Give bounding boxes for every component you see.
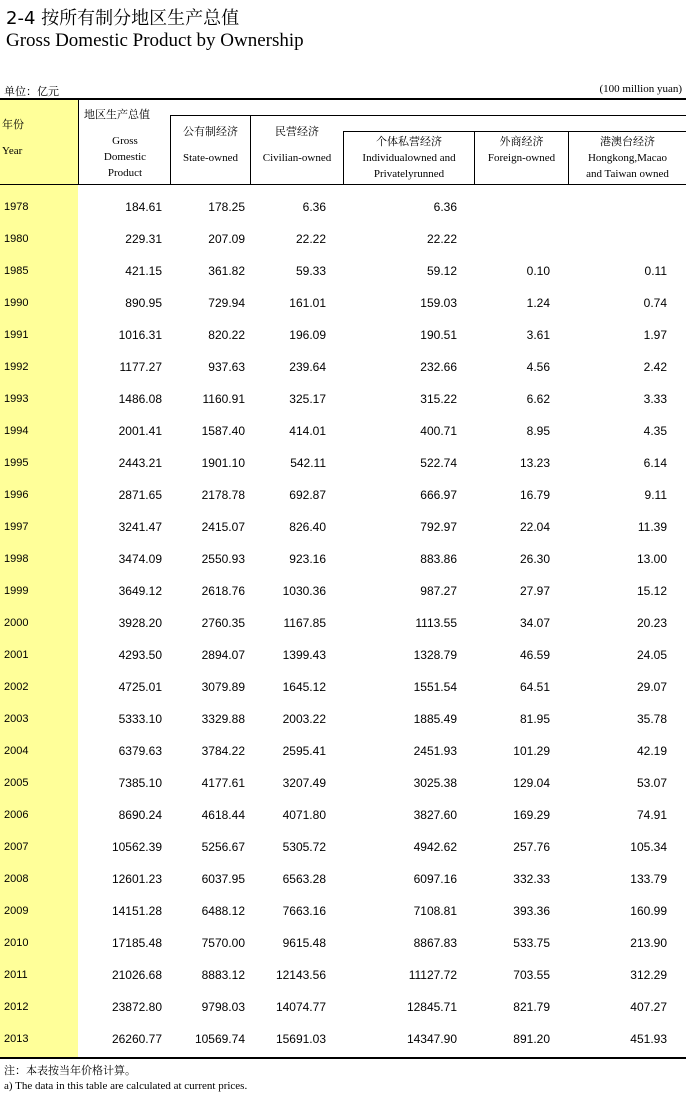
table-row [0,351,686,383]
cell-year: 1997 [4,521,29,533]
cell-private: 59.12 [426,264,457,278]
cell-year: 1985 [4,265,29,277]
cell-gdp: 4293.50 [118,648,162,662]
header-state-cn: 公有制经济 [183,125,238,138]
cell-state: 1587.40 [201,424,245,438]
cell-hmt: 2.42 [643,360,667,374]
footnote-chinese: 注：本表按当年价格计算。 [4,1064,136,1077]
unit-label-english: (100 million yuan) [599,83,682,95]
cell-private: 1885.49 [413,712,457,726]
cell-civilian: 6563.28 [282,872,326,886]
cell-civilian: 239.64 [289,360,326,374]
cell-private: 6097.16 [413,872,457,886]
cell-foreign: 703.55 [513,968,550,982]
cell-private: 11127.72 [408,968,457,982]
cell-civilian: 1167.85 [283,616,326,630]
cell-hmt: 1.97 [643,328,667,342]
cell-private: 2451.93 [413,744,457,758]
table-bottom-rule [0,1057,686,1059]
cell-state: 6488.12 [201,904,245,918]
header-foreign-cn: 外商经济 [499,135,544,148]
cell-year: 1980 [4,233,29,245]
cell-year: 1990 [4,297,29,309]
header-year [2,117,62,159]
cell-civilian: 14074.77 [275,1000,326,1014]
cell-hmt: 213.90 [630,936,667,950]
cell-state: 2760.35 [201,616,245,630]
cell-private: 232.66 [420,360,457,374]
cell-hmt: 35.78 [636,712,667,726]
cell-gdp: 229.31 [125,232,162,246]
cell-civilian: 692.87 [289,488,326,502]
cell-private: 1551.54 [413,680,457,694]
cell-gdp: 1016.31 [118,328,162,342]
cell-state: 2618.76 [201,584,245,598]
cell-hmt: 42.19 [636,744,667,758]
cell-year: 1993 [4,393,29,405]
table-row [0,383,686,415]
cell-state: 937.63 [208,360,245,374]
table-row [0,319,686,351]
cell-private: 12845.71 [406,1000,457,1014]
cell-civilian: 15691.03 [275,1032,326,1046]
cell-state: 2415.07 [201,520,245,534]
cell-state: 4177.61 [201,776,245,790]
cell-private: 8867.83 [413,936,457,950]
cell-state: 10569.74 [194,1032,245,1046]
cell-year: 1998 [4,553,29,565]
table-top-rule [0,98,686,100]
cell-hmt: 3.33 [643,392,667,406]
cell-foreign: 129.04 [513,776,550,790]
header-foreign-en: Foreign-owned [487,152,556,164]
cell-state: 6037.95 [201,872,245,886]
cell-state: 8883.12 [201,968,245,982]
cell-year: 2003 [4,713,29,725]
table-row [0,1023,686,1055]
cell-year: 2000 [4,617,29,629]
cell-gdp: 3474.09 [118,552,162,566]
cell-hmt: 11.39 [637,520,667,534]
cell-gdp: 2001.41 [118,424,162,438]
cell-year: 2006 [4,809,29,821]
cell-state: 1160.91 [202,392,245,406]
cell-civilian: 923.16 [289,552,326,566]
civilian-subheader-rule [343,131,686,132]
cell-gdp: 26260.77 [111,1032,162,1046]
cell-year: 2002 [4,681,29,693]
cell-year: 2013 [4,1033,29,1045]
cell-private: 400.71 [420,424,457,438]
cell-civilian: 414.01 [289,424,326,438]
cell-gdp: 6379.63 [118,744,162,758]
header-private [344,134,474,182]
cell-hmt: 29.07 [636,680,667,694]
table-row [0,191,686,223]
table-row [0,415,686,447]
cell-state: 3079.89 [201,680,245,694]
cell-private: 987.27 [420,584,457,598]
cell-hmt: 0.11 [644,264,667,278]
cell-year: 2010 [4,937,29,949]
table-row [0,671,686,703]
cell-foreign: 26.30 [519,552,550,566]
cell-hmt: 13.00 [636,552,667,566]
cell-gdp: 3241.47 [118,520,162,534]
table-row [0,607,686,639]
cell-civilian: 5305.72 [282,840,326,854]
cell-foreign: 16.79 [519,488,550,502]
cell-hmt: 15.12 [636,584,667,598]
cell-hmt: 312.29 [630,968,667,982]
cell-civilian: 22.22 [295,232,326,246]
cell-state: 4618.44 [201,808,245,822]
header-civilian-cn: 民营经济 [275,125,319,138]
cell-state: 820.22 [208,328,245,342]
header-gdp-en-1: Gross [112,135,138,147]
cell-gdp: 17185.48 [111,936,162,950]
table-row [0,543,686,575]
cell-private: 159.03 [420,296,457,310]
page-title-english: Gross Domestic Product by Ownership [6,30,304,51]
header-private-en-2: Privatelyrunned [373,168,445,180]
cell-state: 2178.78 [201,488,245,502]
header-hmt [569,134,686,182]
main-subheader-rule [170,115,686,116]
cell-private: 4942.62 [413,840,457,854]
cell-gdp: 5333.10 [118,712,162,726]
header-hmt-cn: 港澳台经济 [600,135,655,148]
cell-year: 1999 [4,585,29,597]
cell-hmt: 133.79 [630,872,667,886]
cell-foreign: 169.29 [513,808,550,822]
divider-year [78,99,79,185]
cell-foreign: 4.56 [526,360,550,374]
cell-foreign: 34.07 [519,616,550,630]
cell-state: 3784.22 [201,744,245,758]
cell-hmt: 6.14 [643,456,667,470]
table-row [0,287,686,319]
header-state-en: State-owned [183,152,238,164]
header-year-cn: 年份 [2,118,24,131]
cell-state: 9798.03 [201,1000,245,1014]
cell-private: 14347.90 [406,1032,457,1046]
cell-civilian: 4071.80 [282,808,326,822]
table-row [0,767,686,799]
cell-foreign: 332.33 [513,872,550,886]
table-row [0,255,686,287]
header-foreign [475,134,568,166]
cell-hmt: 160.99 [630,904,667,918]
cell-foreign: 8.95 [526,424,550,438]
cell-foreign: 891.20 [513,1032,550,1046]
cell-civilian: 1645.12 [282,680,326,694]
cell-hmt: 53.07 [636,776,667,790]
cell-civilian: 826.40 [289,520,326,534]
cell-hmt: 24.05 [636,648,667,662]
header-year-en: Year [2,145,23,157]
cell-year: 1978 [4,201,29,213]
cell-gdp: 3928.20 [118,616,162,630]
cell-civilian: 7663.16 [282,904,326,918]
table-row [0,735,686,767]
header-private-en-1: Individualowned and [362,152,456,164]
cell-year: 1992 [4,361,29,373]
cell-gdp: 184.61 [125,200,162,214]
header-civilian-en: Civilian-owned [262,152,332,164]
cell-gdp: 21026.68 [111,968,162,982]
cell-hmt: 407.27 [630,1000,667,1014]
cell-private: 7108.81 [413,904,457,918]
cell-gdp: 1486.08 [118,392,162,406]
table-row [0,639,686,671]
cell-hmt: 105.34 [630,840,667,854]
cell-year: 1995 [4,457,29,469]
cell-foreign: 821.79 [513,1000,550,1014]
cell-state: 2894.07 [201,648,245,662]
cell-foreign: 13.23 [519,456,550,470]
cell-foreign: 3.61 [526,328,550,342]
header-private-cn: 个体私营经济 [376,135,442,148]
table-row [0,703,686,735]
table-row [0,575,686,607]
cell-foreign: 257.76 [513,840,550,854]
cell-year: 1991 [4,329,29,341]
page-title-chinese: 2-4 按所有制分地区生产总值 [6,8,240,29]
cell-state: 729.94 [208,296,245,310]
cell-private: 1328.79 [413,648,457,662]
cell-civilian: 3207.49 [282,776,326,790]
cell-gdp: 4725.01 [118,680,162,694]
unit-label-chinese: 单位：亿元 [4,85,59,98]
header-hmt-en-2: and Taiwan owned [586,168,669,180]
cell-hmt: 4.35 [643,424,667,438]
cell-year: 2008 [4,873,29,885]
cell-gdp: 2871.65 [118,488,162,502]
cell-year: 2001 [4,649,29,661]
cell-gdp: 8690.24 [118,808,162,822]
cell-hmt: 451.93 [630,1032,667,1046]
cell-state: 7570.00 [201,936,245,950]
cell-private: 522.74 [420,456,457,470]
cell-foreign: 46.59 [519,648,550,662]
cell-year: 2005 [4,777,29,789]
cell-foreign: 533.75 [513,936,550,950]
header-gdp-en-2: Domestic [103,151,147,163]
table-row [0,799,686,831]
cell-foreign: 101.29 [513,744,550,758]
table-row [0,959,686,991]
cell-hmt: 0.74 [643,296,667,310]
cell-foreign: 6.62 [526,392,550,406]
cell-private: 190.51 [420,328,457,342]
cell-hmt: 74.91 [636,808,667,822]
cell-civilian: 9615.48 [282,936,326,950]
cell-year: 2009 [4,905,29,917]
cell-private: 315.22 [420,392,457,406]
cell-private: 792.97 [420,520,457,534]
cell-gdp: 12601.23 [111,872,162,886]
cell-year: 1996 [4,489,29,501]
cell-foreign: 1.24 [526,296,550,310]
footnote-english: a) The data in this table are calculated at current prices. [4,1080,248,1092]
cell-private: 6.36 [433,200,457,214]
table-row [0,863,686,895]
cell-gdp: 3649.12 [118,584,162,598]
cell-gdp: 421.15 [125,264,162,278]
table-row [0,447,686,479]
cell-state: 178.25 [208,200,245,214]
cell-foreign: 81.95 [519,712,550,726]
cell-foreign: 27.97 [519,584,550,598]
table-row [0,927,686,959]
cell-civilian: 1030.36 [282,584,326,598]
cell-state: 1901.10 [201,456,245,470]
table-row [0,991,686,1023]
cell-gdp: 10562.39 [111,840,162,854]
cell-year: 1994 [4,425,29,437]
cell-hmt: 20.23 [636,616,667,630]
table-row [0,831,686,863]
cell-civilian: 12143.56 [275,968,326,982]
cell-private: 3827.60 [413,808,457,822]
cell-civilian: 542.11 [290,456,326,470]
table-row [0,479,686,511]
cell-civilian: 2595.41 [282,744,326,758]
table-row [0,511,686,543]
cell-state: 5256.67 [201,840,245,854]
cell-foreign: 22.04 [519,520,550,534]
cell-private: 1113.55 [415,616,457,630]
cell-private: 22.22 [426,232,457,246]
cell-state: 2550.93 [201,552,245,566]
header-state [171,124,250,166]
header-gdp-en-3: Product [107,167,143,179]
cell-year: 2007 [4,841,29,853]
cell-private: 666.97 [420,488,457,502]
cell-civilian: 2003.22 [282,712,326,726]
cell-year: 2011 [4,969,28,981]
cell-civilian: 325.17 [289,392,326,406]
cell-gdp: 1177.27 [119,360,162,374]
cell-civilian: 1399.43 [282,648,326,662]
cell-civilian: 6.36 [302,200,326,214]
header-civilian [251,124,343,166]
cell-year: 2012 [4,1001,29,1013]
cell-foreign: 393.36 [513,904,550,918]
header-gdp-cn: 地区生产总值 [84,108,150,121]
cell-year: 2004 [4,745,29,757]
cell-gdp: 23872.80 [111,1000,162,1014]
header-hmt-en-1: Hongkong,Macao [587,152,668,164]
table-row [0,223,686,255]
header-gdp [80,107,170,181]
table-row [0,895,686,927]
cell-gdp: 890.95 [125,296,162,310]
cell-civilian: 196.09 [289,328,326,342]
cell-state: 361.82 [208,264,245,278]
cell-private: 3025.38 [413,776,457,790]
cell-state: 207.09 [208,232,245,246]
cell-foreign: 0.10 [526,264,550,278]
cell-hmt: 9.11 [644,488,667,502]
cell-civilian: 59.33 [295,264,326,278]
cell-state: 3329.88 [201,712,245,726]
cell-civilian: 161.01 [289,296,326,310]
cell-private: 883.86 [420,552,457,566]
cell-gdp: 2443.21 [118,456,162,470]
cell-gdp: 14151.28 [111,904,162,918]
cell-gdp: 7385.10 [118,776,162,790]
cell-foreign: 64.51 [519,680,550,694]
